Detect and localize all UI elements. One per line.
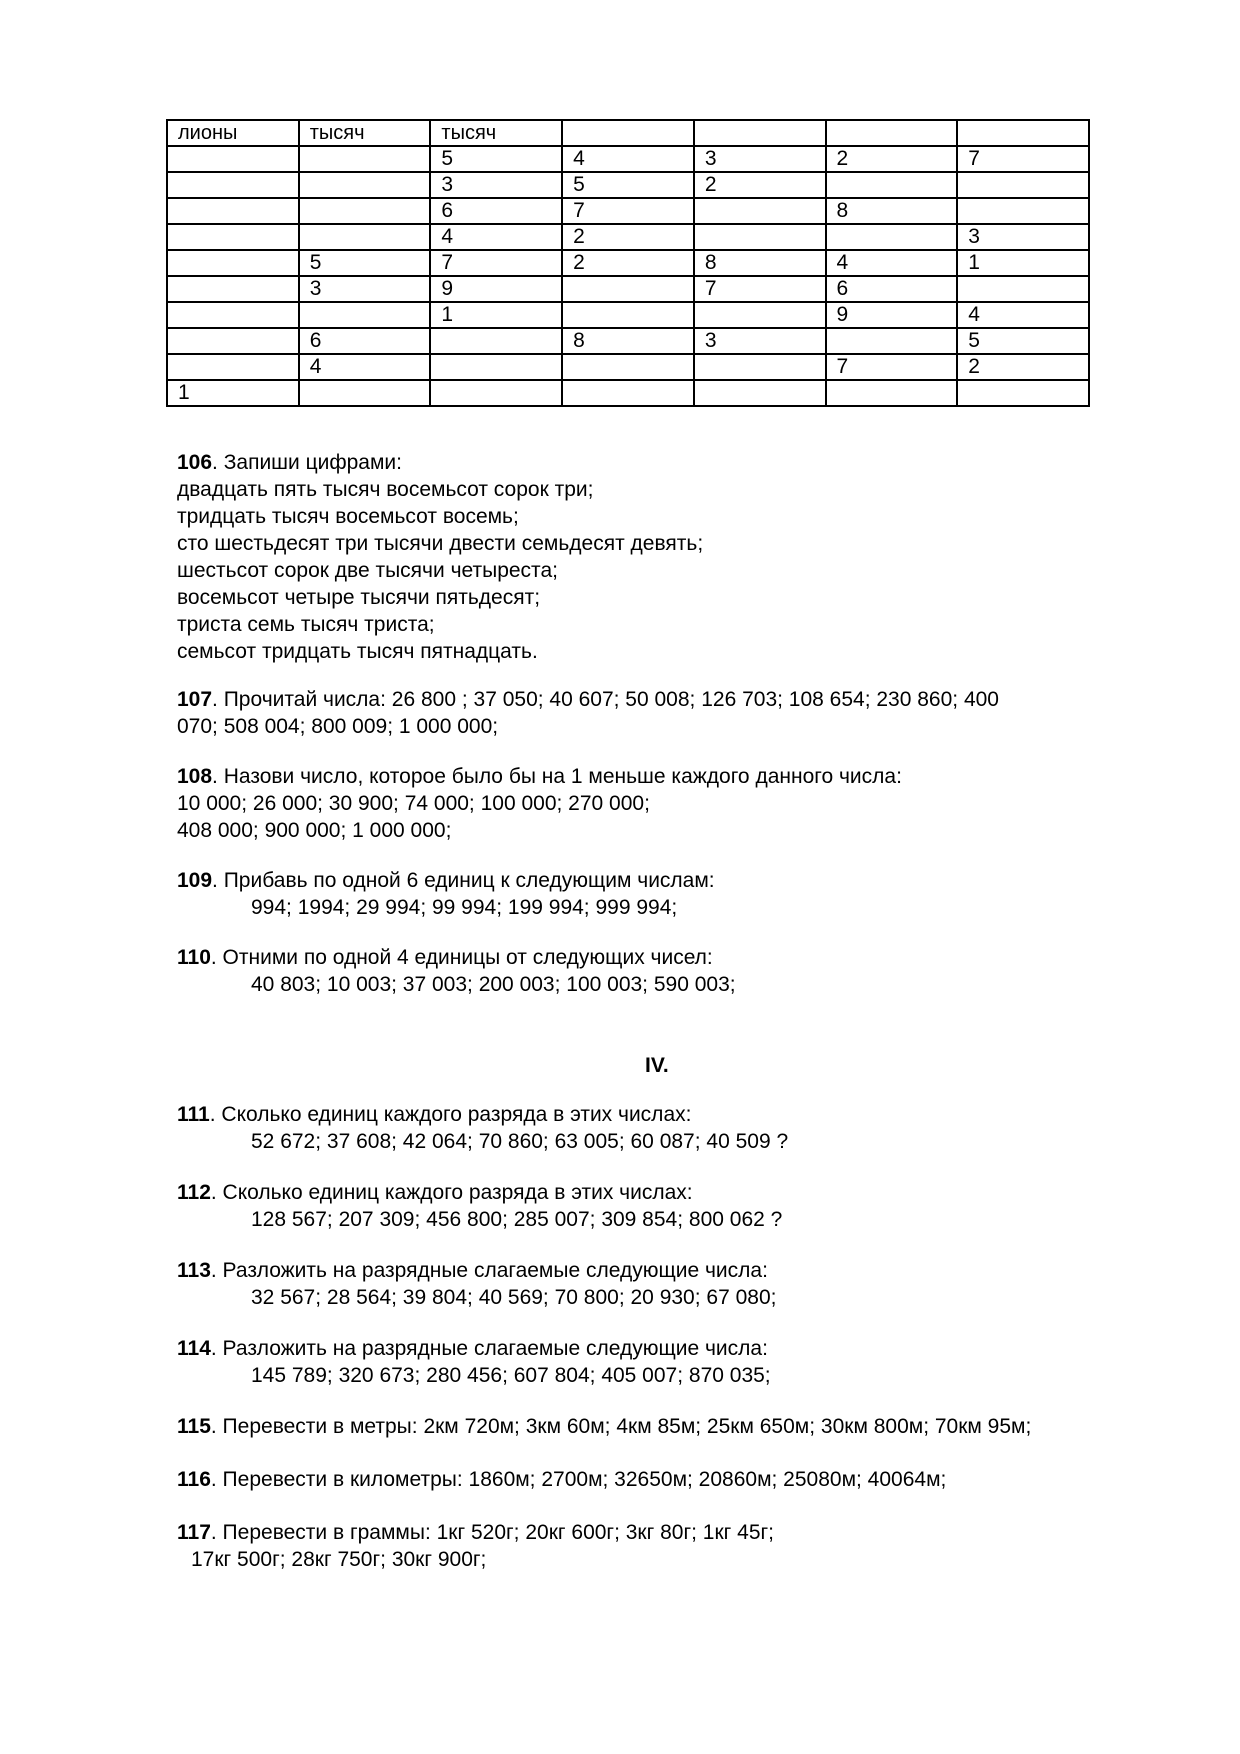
- table-row: [167, 250, 1089, 276]
- exercise-heading: [177, 686, 999, 713]
- exercise-values: 145 789; 320 673; 280 456; 607 804; 405 007; 870 035;: [251, 1364, 771, 1387]
- table-header-cell: тысяч: [430, 120, 562, 146]
- table-cell: [957, 198, 1089, 224]
- table-row: [167, 354, 1089, 380]
- table-cell: 4: [957, 302, 1089, 328]
- table-cell: [299, 224, 431, 250]
- exercise-title: . Перевести в метры: 2км 720м; 3км 60м; 4км 85м; 25км 650м; 30км 800м; 70км 95м;: [210, 1415, 1032, 1438]
- table-cell: 9: [430, 276, 562, 302]
- table-header-cell: [826, 120, 958, 146]
- exercise-number: 111: [177, 1103, 210, 1126]
- table-row: [167, 328, 1089, 354]
- exercise-title: . Разложить на разрядные слагаемые следующие числа:: [210, 1259, 768, 1282]
- exercise-title: . Назови число, которое было бы на 1 меньше каждого данного числа:: [212, 765, 902, 788]
- exercise-number: 117: [177, 1521, 211, 1544]
- exercise-values: 994; 1994; 29 994; 99 994; 199 994; 999 994;: [251, 896, 678, 919]
- exercise-107: [177, 686, 999, 740]
- table-cell: [826, 380, 958, 406]
- table-cell: [299, 146, 431, 172]
- exercise-number: 107: [177, 688, 213, 711]
- table-cell: 9: [826, 302, 958, 328]
- exercise-heading: [177, 867, 715, 894]
- table-cell: 5: [299, 250, 431, 276]
- table-cell: 7: [826, 354, 958, 380]
- table-cell: 2: [562, 250, 694, 276]
- exercise-values: 52 672; 37 608; 42 064; 70 860; 63 005; 60 087; 40 509 ?: [251, 1130, 789, 1153]
- exercise-values: 40 803; 10 003; 37 003; 200 003; 100 003; 590 003;: [251, 973, 736, 996]
- exercise-heading: [177, 1466, 946, 1493]
- exercise-values: 128 567; 207 309; 456 800; 285 007; 309 854; 800 062 ?: [251, 1208, 783, 1231]
- exercise-number: 115: [177, 1415, 211, 1438]
- exercise-line: тридцать тысяч восемьсот восемь;: [177, 505, 519, 528]
- exercise-number: 113: [177, 1259, 211, 1282]
- table-cell: [826, 328, 958, 354]
- table-row: [167, 172, 1089, 198]
- table-row: [167, 146, 1089, 172]
- table-cell: [694, 354, 826, 380]
- table-cell: [299, 380, 431, 406]
- exercise-title: . Разложить на разрядные слагаемые следующие числа:: [210, 1337, 768, 1360]
- table-header-cell: [562, 120, 694, 146]
- table-cell: 1: [957, 250, 1089, 276]
- table-cell: [957, 380, 1089, 406]
- table-row: [167, 198, 1089, 224]
- table-cell: [957, 276, 1089, 302]
- table-cell: [167, 328, 299, 354]
- table-cell: 4: [430, 224, 562, 250]
- table-cell: 8: [694, 250, 826, 276]
- exercise-110: [177, 944, 736, 998]
- table-row: [167, 276, 1089, 302]
- exercise-line: 17кг 500г; 28кг 750г; 30кг 900г;: [191, 1548, 487, 1571]
- table-cell: [430, 354, 562, 380]
- table-row: [167, 302, 1089, 328]
- table-cell: 7: [430, 250, 562, 276]
- table-cell: [167, 302, 299, 328]
- exercise-heading: [177, 1413, 1031, 1440]
- exercise-heading: [177, 449, 703, 476]
- table-cell: [167, 250, 299, 276]
- table-row: [167, 380, 1089, 406]
- exercise-number: 116: [177, 1468, 211, 1491]
- place-value-table: [166, 119, 1090, 407]
- table-cell: 2: [957, 354, 1089, 380]
- table-cell: 8: [826, 198, 958, 224]
- table-cell: 3: [430, 172, 562, 198]
- table-header-cell: тысяч: [299, 120, 431, 146]
- exercise-values: 32 567; 28 564; 39 804; 40 569; 70 800; 20 930; 67 080;: [251, 1286, 777, 1309]
- exercise-title: . Отними по одной 4 единицы от следующих чисел:: [210, 946, 713, 969]
- table-cell: [167, 172, 299, 198]
- table-header-cell: [694, 120, 826, 146]
- table-cell: 3: [694, 328, 826, 354]
- table-cell: 7: [694, 276, 826, 302]
- table-cell: 3: [957, 224, 1089, 250]
- exercise-heading: [177, 944, 736, 971]
- exercise-line: сто шестьдесят три тысячи двести семьдесят девять;: [177, 532, 704, 555]
- table-cell: [694, 224, 826, 250]
- table-cell: 7: [957, 146, 1089, 172]
- table-cell: [299, 172, 431, 198]
- exercise-108: [177, 763, 902, 844]
- exercise-heading: [177, 763, 902, 790]
- table-cell: [694, 380, 826, 406]
- exercise-line: восемьсот четыре тысячи пятьдесят;: [177, 586, 541, 609]
- table-cell: [167, 224, 299, 250]
- table-cell: [562, 276, 694, 302]
- table-cell: [826, 224, 958, 250]
- exercise-line: 070; 508 004; 800 009; 1 000 000;: [177, 715, 499, 738]
- exercise-title: . Запиши цифрами:: [212, 451, 402, 474]
- table-cell: 2: [826, 146, 958, 172]
- table-cell: [167, 198, 299, 224]
- exercise-number: 114: [177, 1337, 211, 1360]
- table-header-row: [167, 120, 1089, 146]
- table-cell: [562, 354, 694, 380]
- exercise-title: . Прибавь по одной 6 единиц к следующим числам:: [212, 869, 715, 892]
- exercise-116: [177, 1466, 946, 1493]
- exercise-number: 112: [177, 1181, 211, 1204]
- table-cell: [430, 380, 562, 406]
- exercise-111: [177, 1101, 788, 1155]
- table-cell: [167, 354, 299, 380]
- exercise-title: . Сколько единиц каждого разряда в этих числах:: [209, 1103, 692, 1126]
- table-cell: [562, 380, 694, 406]
- table-cell: [826, 172, 958, 198]
- exercise-number: 108: [177, 765, 213, 788]
- table-cell: 5: [957, 328, 1089, 354]
- exercise-113: [177, 1257, 776, 1311]
- table-cell: 5: [562, 172, 694, 198]
- table-cell: 3: [299, 276, 431, 302]
- exercise-117: [177, 1519, 774, 1573]
- table-cell: 4: [562, 146, 694, 172]
- table-cell: 8: [562, 328, 694, 354]
- table-cell: [562, 302, 694, 328]
- exercise-line: семьсот тридцать тысяч пятнадцать.: [177, 640, 538, 663]
- exercise-heading: [177, 1257, 776, 1284]
- table-row: [167, 224, 1089, 250]
- table-cell: 5: [430, 146, 562, 172]
- table-cell: 4: [299, 354, 431, 380]
- exercise-heading: [177, 1179, 782, 1206]
- exercise-line: шестьсот сорок две тысячи четыреста;: [177, 559, 558, 582]
- table-cell: [299, 302, 431, 328]
- place-value-table-body: [167, 120, 1089, 406]
- exercise-title: . Перевести в граммы: 1кг 520г; 20кг 600г; 3кг 80г; 1кг 45г;: [210, 1521, 775, 1544]
- exercise-109: [177, 867, 715, 921]
- table-cell: 6: [299, 328, 431, 354]
- table-cell: [694, 302, 826, 328]
- table-cell: [430, 328, 562, 354]
- exercise-106: [177, 449, 703, 665]
- section-heading: IV.: [645, 1054, 669, 1077]
- table-cell: 7: [562, 198, 694, 224]
- table-header-cell: [957, 120, 1089, 146]
- table-header-cell: лионы: [167, 120, 299, 146]
- exercise-heading: [177, 1519, 774, 1546]
- table-cell: 6: [826, 276, 958, 302]
- exercise-title: . Прочитай числа: 26 800 ; 37 050; 40 607; 50 008; 126 703; 108 654; 230 860; 400: [212, 688, 999, 711]
- exercise-line: 10 000; 26 000; 30 900; 74 000; 100 000; 270 000;: [177, 792, 650, 815]
- table-cell: 1: [430, 302, 562, 328]
- exercise-114: [177, 1335, 771, 1389]
- exercise-112: [177, 1179, 782, 1233]
- table-cell: 2: [562, 224, 694, 250]
- table-cell: [167, 276, 299, 302]
- exercise-line: триста семь тысяч триста;: [177, 613, 435, 636]
- exercise-number: 106: [177, 451, 213, 474]
- table-cell: 6: [430, 198, 562, 224]
- table-cell: [167, 146, 299, 172]
- table-cell: 1: [167, 380, 299, 406]
- table-cell: [694, 198, 826, 224]
- table-cell: [957, 172, 1089, 198]
- exercise-title: . Перевести в километры: 1860м; 2700м; 32650м; 20860м; 25080м; 40064м;: [210, 1468, 947, 1491]
- table-cell: 4: [826, 250, 958, 276]
- exercise-title: . Сколько единиц каждого разряда в этих числах:: [210, 1181, 693, 1204]
- table-cell: 3: [694, 146, 826, 172]
- exercise-number: 109: [177, 869, 213, 892]
- exercise-115: [177, 1413, 1031, 1440]
- exercise-line: двадцать пять тысяч восемьсот сорок три;: [177, 478, 594, 501]
- table-cell: [299, 198, 431, 224]
- exercise-line: 408 000; 900 000; 1 000 000;: [177, 819, 452, 842]
- table-cell: 2: [694, 172, 826, 198]
- exercise-heading: [177, 1101, 788, 1128]
- exercise-heading: [177, 1335, 771, 1362]
- exercise-number: 110: [177, 946, 211, 969]
